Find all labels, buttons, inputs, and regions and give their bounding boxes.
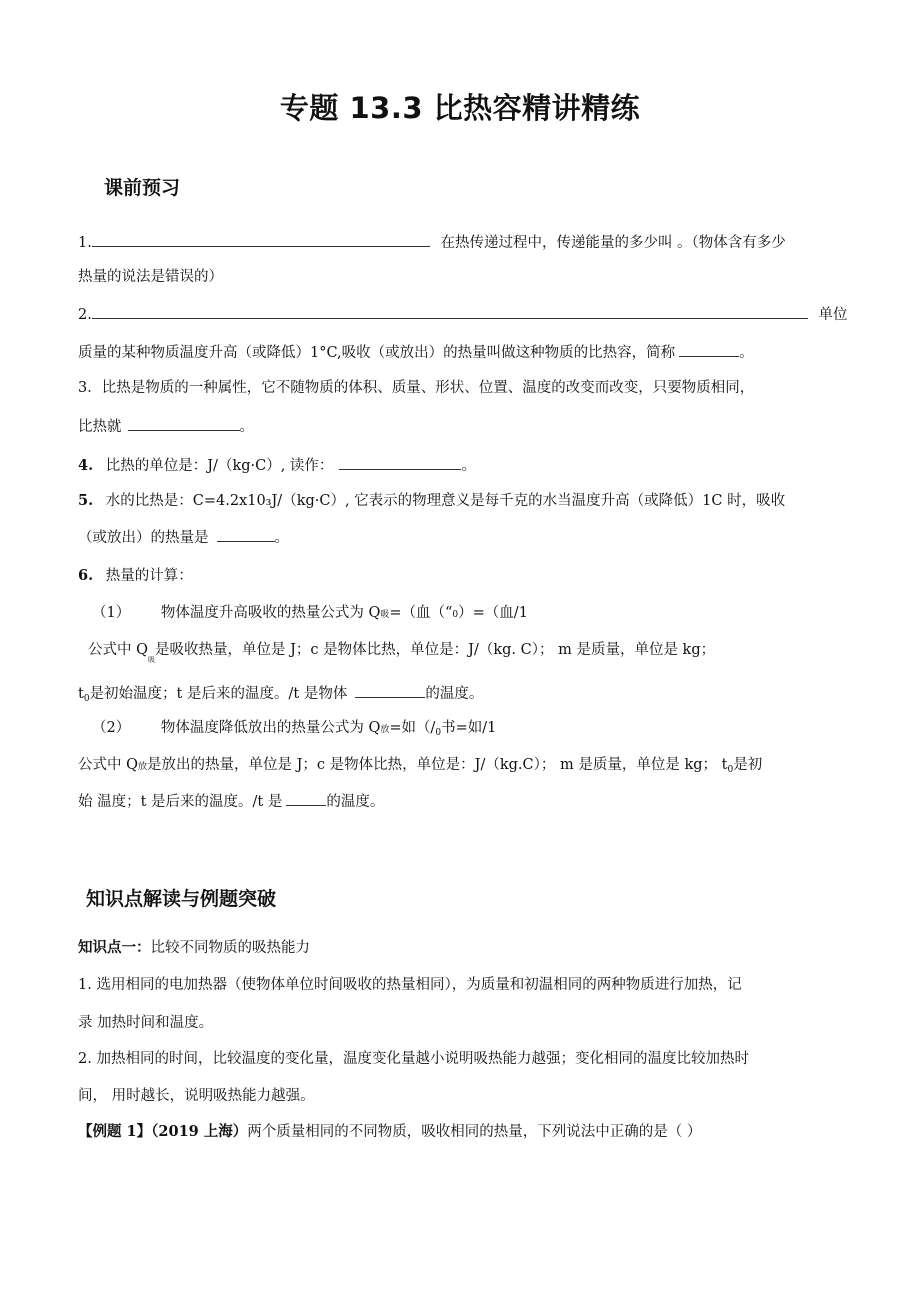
formula-2-description: 公式中 Q放是放出的热量，单位是 J；c 是物体比热，单位是：J/（kg.C）； m 是质量，单位是 kg； $t_0$是初 xyxy=(78,757,763,775)
fill-blank xyxy=(128,416,240,431)
fill-blank xyxy=(679,342,739,357)
formula-2: （2） 物体温度降低放出的热量公式为 Q放=如（$/_0$书=如/1 xyxy=(92,720,497,738)
section-heading-knowledge: 知识点解读与例题突破 xyxy=(86,888,277,910)
preview-item-1: 1. 在热传递过程中，传递能量的多少叫 。（物体含有多少 xyxy=(78,232,848,253)
preview-item-5: 5. 水的比热是：C=4.2x10₃J/（kg·C）, 它表示的物理意义是每千克的水当温度升高（或降低）1C 时，吸收 xyxy=(78,492,786,509)
preview-item-5-cont: （或放出）的热量是 。 xyxy=(78,527,848,548)
section-heading-preview: 课前预习 xyxy=(104,177,181,199)
fill-blank xyxy=(92,304,808,319)
fill-blank xyxy=(339,455,461,470)
knowledge-item-1-cont: 录 加热时间和温度。 xyxy=(78,1015,214,1031)
preview-item-2-cont: 质量的某种物质温度升高（或降低）1°C,吸收（或放出）的热量叫做这种物质的比热容，简称 。 xyxy=(78,342,848,363)
preview-item-1-cont: 热量的说法是错误的） xyxy=(78,269,223,285)
preview-item-3: 3．比热是物质的一种属性，它不随物质的体积、质量、形状、位置、温度的改变而改变，只要物质相同， xyxy=(78,380,755,396)
formula-2-cont: 始 温度；t 是后来的温度。/t 是 的温度。 xyxy=(78,791,848,812)
formula-1-variables: $t_0$是初始温度；t 是后来的温度。/t 是物体 的温度。 xyxy=(78,683,848,709)
example-1: 【例题 1】（2019 上海）两个质量相同的不同物质，吸收相同的热量，下列说法中正确的是（ ） xyxy=(78,1123,702,1140)
formula-1-description: 公式中 $Q_吸$是吸收热量，单位是 J；c 是物体比热，单位是：J/（kg. C）； m 是质量，单位是 kg； xyxy=(88,642,716,664)
preview-item-2: 2. 单位 xyxy=(78,304,848,325)
preview-item-3-cont: 比热就 。 xyxy=(78,416,848,437)
preview-item-6: 6. 热量的计算： xyxy=(78,567,193,584)
page-title: 专题 13.3 比热容精讲精练 xyxy=(279,91,641,125)
fill-blank xyxy=(286,791,326,806)
knowledge-item-2-cont: 间， 用时越长，说明吸热能力越强。 xyxy=(78,1088,315,1104)
knowledge-item-2: 2. 加热相同的时间，比较温度的变化量，温度变化量越小说明吸热能力越强；变化相同的温度比较加热时 xyxy=(78,1051,749,1067)
preview-item-4: 4. 比热的单位是：J/（kg·C）, 读作： 。 xyxy=(78,457,476,474)
knowledge-point-1: 知识点一：比较不同物质的吸热能力 xyxy=(78,939,310,956)
fill-blank xyxy=(217,527,275,542)
fill-blank xyxy=(355,683,425,698)
formula-1: （1） 物体温度升高吸收的热量公式为 Q吸=（血（“0）=（血/1 xyxy=(92,605,528,621)
knowledge-item-1: 1. 选用相同的电加热器（使物体单位时间吸收的热量相同），为质量和初温相同的两种物质进行加热，记 xyxy=(78,977,742,993)
fill-blank xyxy=(92,232,430,247)
